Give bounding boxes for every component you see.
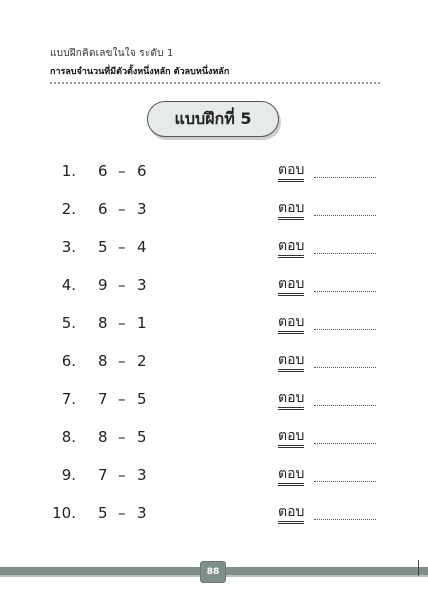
minuend: 6	[98, 200, 108, 218]
problem-number: 4.	[61, 276, 76, 294]
subtrahend: 3	[137, 504, 147, 522]
problem-row	[0, 162, 428, 186]
problem-row	[0, 238, 428, 262]
answer-label: ตอบ	[278, 390, 304, 410]
subtrahend: 4	[137, 238, 147, 256]
minus-sign: –	[118, 352, 126, 370]
problem-number: 5.	[61, 314, 76, 332]
answer-blank[interactable]	[314, 291, 376, 292]
problem-number: 7.	[61, 390, 76, 408]
minuend: 9	[98, 276, 108, 294]
subtrahend: 3	[137, 200, 147, 218]
problem-row	[0, 428, 428, 452]
answer-blank[interactable]	[314, 367, 376, 368]
minus-sign: –	[118, 390, 126, 408]
problem-row	[0, 466, 428, 490]
header-divider	[50, 82, 380, 84]
minus-sign: –	[118, 200, 126, 218]
answer-label: ตอบ	[278, 352, 304, 372]
problem-row	[0, 314, 428, 338]
minuend: 5	[98, 238, 108, 256]
problem-number: 3.	[61, 238, 76, 256]
minus-sign: –	[118, 466, 126, 484]
answer-blank[interactable]	[314, 253, 376, 254]
answer-label: ตอบ	[278, 466, 304, 486]
minus-sign: –	[118, 504, 126, 522]
answer-blank[interactable]	[314, 329, 376, 330]
answer-blank[interactable]	[314, 177, 376, 178]
header-subtitle: การลบจำนวนที่มีตัวตั้งหนึ่งหลัก ตัวลบหนึ่งหลัก	[50, 67, 230, 77]
minus-sign: –	[118, 314, 126, 332]
answer-label: ตอบ	[278, 276, 304, 296]
answer-blank[interactable]	[314, 519, 376, 520]
subtrahend: 6	[137, 162, 147, 180]
subtrahend: 2	[137, 352, 147, 370]
minus-sign: –	[118, 428, 126, 446]
subtrahend: 3	[137, 276, 147, 294]
answer-blank[interactable]	[314, 481, 376, 482]
crop-mark	[418, 560, 419, 576]
problem-row	[0, 276, 428, 300]
subtrahend: 5	[137, 390, 147, 408]
answer-label: ตอบ	[278, 314, 304, 334]
problem-row	[0, 200, 428, 224]
answer-blank[interactable]	[314, 405, 376, 406]
minuend: 8	[98, 314, 108, 332]
answer-label: ตอบ	[278, 504, 304, 524]
header-title: แบบฝึกคิดเลขในใจ ระดับ 1	[50, 48, 174, 59]
problem-row	[0, 504, 428, 528]
minus-sign: –	[118, 162, 126, 180]
problem-row	[0, 390, 428, 414]
answer-label: ตอบ	[278, 200, 304, 220]
problem-number: 1.	[61, 162, 76, 180]
answer-blank[interactable]	[314, 215, 376, 216]
answer-label: ตอบ	[278, 238, 304, 258]
problem-number: 9.	[61, 466, 76, 484]
minuend: 8	[98, 352, 108, 370]
problem-number: 10.	[52, 504, 76, 522]
answer-blank[interactable]	[314, 443, 376, 444]
problem-number: 8.	[61, 428, 76, 446]
subtrahend: 5	[137, 428, 147, 446]
minuend: 8	[98, 428, 108, 446]
answer-label: ตอบ	[278, 428, 304, 448]
problem-row	[0, 352, 428, 376]
minuend: 7	[98, 466, 108, 484]
minus-sign: –	[118, 238, 126, 256]
exercise-title: แบบฝึกที่ 5	[147, 101, 279, 137]
subtrahend: 1	[137, 314, 147, 332]
problem-number: 6.	[61, 352, 76, 370]
minuend: 6	[98, 162, 108, 180]
answer-label: ตอบ	[278, 162, 304, 182]
subtrahend: 3	[137, 466, 147, 484]
problem-number: 2.	[61, 200, 76, 218]
minuend: 5	[98, 504, 108, 522]
page-number: 88	[200, 561, 226, 583]
minuend: 7	[98, 390, 108, 408]
minus-sign: –	[118, 276, 126, 294]
